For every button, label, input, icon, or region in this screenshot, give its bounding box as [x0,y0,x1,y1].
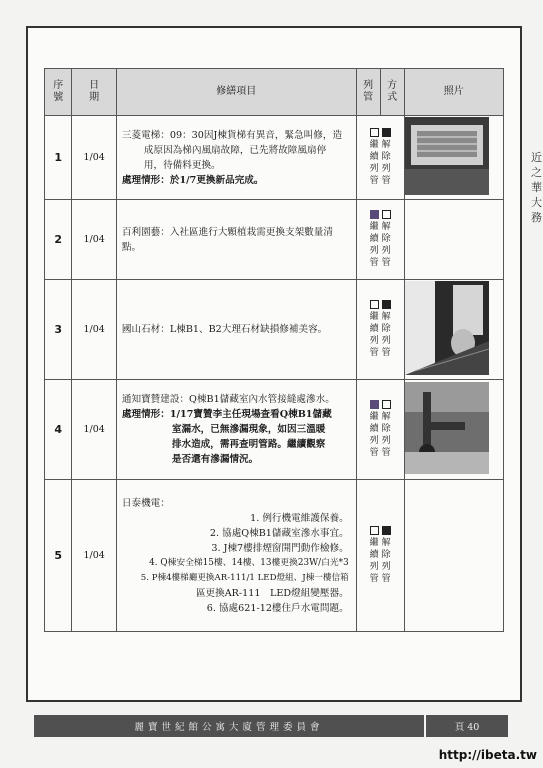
row-description [116,280,356,380]
row-date: 1/04 [72,200,117,280]
checkbox-checked-icon [370,400,379,409]
desc-line: 是否還有滲漏情況。 [171,454,259,465]
desc-line: 室漏水，已無滲漏現象，如因三溫暖 [171,424,326,435]
checkbox-icon [382,210,391,219]
row-date: 1/04 [72,380,117,480]
desc-line: 5. P棟4樓梯廳更換AR-111/1 LED燈組、J棟一樓信箱 [140,572,349,583]
table-row [45,380,504,480]
side-text-bleed: 近之華大務 [531,151,542,224]
desc-line: 日泰機電： [121,497,170,509]
row-number: 3 [45,280,72,380]
row-date: 1/04 [72,480,117,632]
checkbox-checked-icon [370,210,379,219]
desc-line: 排水造成，需再查明管路。繼續觀察 [171,439,326,450]
stone-repair-photo [405,281,489,375]
status-cell [356,380,404,480]
desc-line: 三菱電梯：09：30因J棟貨梯有異音，緊急叫修，造 [121,129,343,141]
header-list: 列管 [356,69,380,116]
header-photo: 照片 [404,69,503,116]
table-row [45,480,504,632]
row-description [116,480,356,632]
checkbox-icon [370,526,379,535]
row-date: 1/04 [72,280,117,380]
status-cell [356,280,404,380]
row-photo-empty [404,480,503,632]
desc-line: 3. J棟7樓排煙窗開門動作檢修。 [211,542,349,554]
status-remove: 解除列管 [382,400,391,459]
desc-line: 用，待備料更換。 [143,159,221,171]
checkbox-checked-icon [382,300,391,309]
row-photo [404,116,503,200]
checkbox-checked-icon [382,526,391,535]
row-description [116,380,356,480]
row-photo [404,380,503,480]
checkbox-icon [382,400,391,409]
desc-line: 6. 協處621-12樓住戶水電問題。 [206,602,349,614]
row-number: 4 [45,380,72,480]
table-row [45,116,504,200]
desc-line: 1. 例行機電維護保養。 [250,512,349,524]
status-continue: 繼續列管 [370,128,379,187]
status-remove: 解除列管 [382,128,391,187]
status-remove: 解除列管 [382,300,391,359]
status-continue: 繼續列管 [370,300,379,359]
row-description [116,200,356,280]
table-row [45,280,504,380]
status-remove: 解除列管 [382,526,391,585]
header-date: 日期 [72,69,117,116]
desc-line: 成原因為梯內風扇故障，已先將故障風扇停 [143,144,327,156]
status-remove: 解除列管 [382,210,391,269]
desc-line: 區更換AR-111 LED燈組變壓器。 [195,587,349,599]
row-number: 1 [45,116,72,200]
header-mode: 方式 [380,69,404,116]
row-date: 1/04 [72,116,117,200]
checkbox-checked-icon [382,128,391,137]
status-continue: 繼續列管 [370,400,379,459]
table-row [45,200,504,280]
status-cell [356,480,404,632]
repair-log-table [44,68,504,632]
row-number: 5 [45,480,72,632]
desc-line: 通知寶贊建設：Q棟B1儲藏室內水管接縫處滲水。 [121,394,335,405]
row-photo-empty [404,200,503,280]
committee-footer: 麗寶世紀館公寓大廈管理委員會 [34,715,424,737]
header-no: 序號 [45,69,72,116]
status-cell [356,200,404,280]
desc-line: 4. Q棟安全梯15樓、14樓、13樓更換23W/白光*3 [149,557,349,568]
page-number: 頁 40 [426,715,508,737]
desc-line: 處理情形：1/17寶贊李主任現場查看Q棟B1儲藏 [121,409,332,420]
pipe-leak-photo [405,382,489,474]
desc-line: 百利園藝：入社區進行大顆植栽需更換支架數量清點。 [121,226,333,253]
row-photo [404,280,503,380]
desc-line: 2. 協處Q棟B1儲藏室滲水事宜。 [209,527,349,539]
elevator-fan-photo [405,117,489,195]
status-cell [356,116,404,200]
checkbox-icon [370,300,379,309]
status-continue: 繼續列管 [370,526,379,585]
desc-line: 國山石材：L棟B1、B2大理石材缺損修補美容。 [121,324,328,335]
status-continue: 繼續列管 [370,210,379,269]
watermark: http://ibeta.tw [438,748,537,762]
checkbox-icon [370,128,379,137]
row-description [116,116,356,200]
table-header-row [45,69,504,116]
row-number: 2 [45,200,72,280]
header-item: 修繕項目 [116,69,356,116]
desc-line: 處理情形：於1/7更換新品完成。 [121,174,264,186]
